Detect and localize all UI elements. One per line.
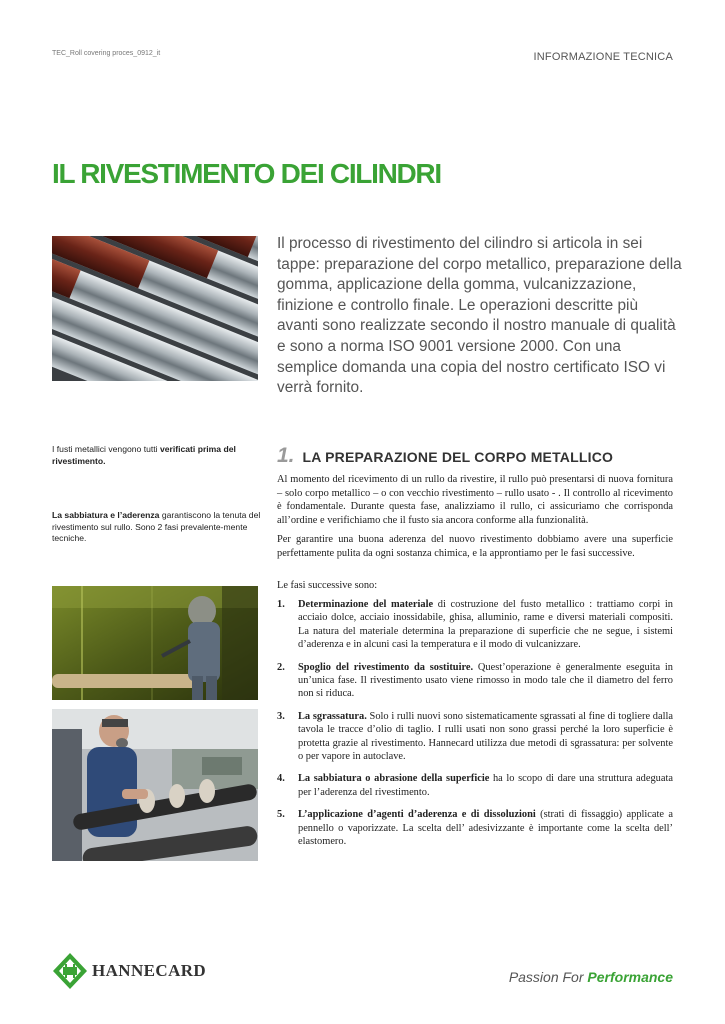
document-type: INFORMAZIONE TECNICA [533,51,673,63]
section-paragraph-2: Per garantire una buona aderenza del nuovo rivestimento dobbiamo avere una superficie perfettamente pulita da ogni sostanza chimica, e la approntiamo per le fasi successive. [277,534,673,559]
rollers-photo [52,236,258,381]
section-heading [277,444,613,468]
list-item: 4. La sabbiatura o abrasione della superficie ha lo scopo di dare una struttura adeguata per l’aderenza del rivestimento. [277,773,673,798]
side-note-verification: I fusti metallici vengono tutti verificati prima del rivestimento. [52,444,236,466]
list-item: 3. La sgrassatura. Solo i rulli nuovi sono sistematicamente sgrassati al fine di togliere dalla tavola le tracce d’olio di taglio. I rulli usati non sono grassi perché la loro superficie è protetta grazie al rivestimento. Hannecard utilizza due metodi di sgrassatura: per solvente o per vapore in autoclave. [277,710,673,763]
intro-paragraph: Il processo di rivestimento del cilindro si articola in sei tappe: preparazione del corpo metallico, preparazione della gomma, applicazione della gomma, vulcanizzazione, finizione e controllo finale. Le operazioni descritte più avanti sono realizzate secondo il nostro manuale di qualità e sono a norma ISO 9001 versione 2000. Con una semplice domanda una copia del nostro certificato ISO vi verrà fornito. [277,235,682,397]
logo-emblem-icon [52,952,88,990]
list-item: 5. L’applicazione d’agenti d’aderenza e di dissoluzioni (strati di fissaggio) applicate a pennello o vaporizzate. La scelta dell’ adesivizzante è importante come la scelta dell’ elastomero. [277,809,673,848]
worker-rollers-photo [52,709,258,861]
steps-list [277,598,673,858]
sandblasting-photo [52,586,258,700]
section-title: LA PREPARAZIONE DEL CORPO METALLICO [302,449,614,465]
steps-intro: Le fasi successive sono: [277,580,378,591]
section-number: 1. [277,444,295,467]
list-item: 1. Determinazione del materiale di costruzione del fusto metallico : trattiamo corpi in acciaio dolce, acciaio inossidabile, ghisa, alluminio, rame e diversi materiali compositi. La natura del materiale determina la preparazione di superficie che ne segue, i sistemi d’aderenza e in alcuni casi la temperatura e il modo di vulcanizzare. [277,599,673,651]
tagline: Passion For Performance [508,969,673,985]
section-paragraph-1: Al momento del ricevimento di un rullo da rivestire, il rullo può presentarsi di nuova fornitura – solo corpo metallico – o con vecchio rivestimento – rullo usato - . Il controllo al ricevimento è fondamentale. Durante questa fase, analizziamo il rullo, ci assicuriamo che corrisponda all’ordine e verifichiamo che il fusto sia ancora conforme alla funzionalità. [277,474,673,526]
document-id: TEC_Roll covering proces_0912_it [52,50,161,57]
page-title: IL RIVESTIMENTO DEI CILINDRI [52,158,441,189]
side-note-sandblasting: La sabbiatura e l’aderenza garantiscono la tenuta del rivestimento sul rullo. Sono 2 fasi prevalente-mente tecniche. [52,510,261,543]
logo-text: HANNECARD [92,961,207,980]
hannecard-logo [52,952,206,990]
list-item: 2. Spoglio del rivestimento da sostituire. Quest’operazione è generalmente eseguita in un’unica fase. Il rivestimento usato viene rimosso in modo tale che il diametro del ferro non si riduca. [277,661,673,700]
